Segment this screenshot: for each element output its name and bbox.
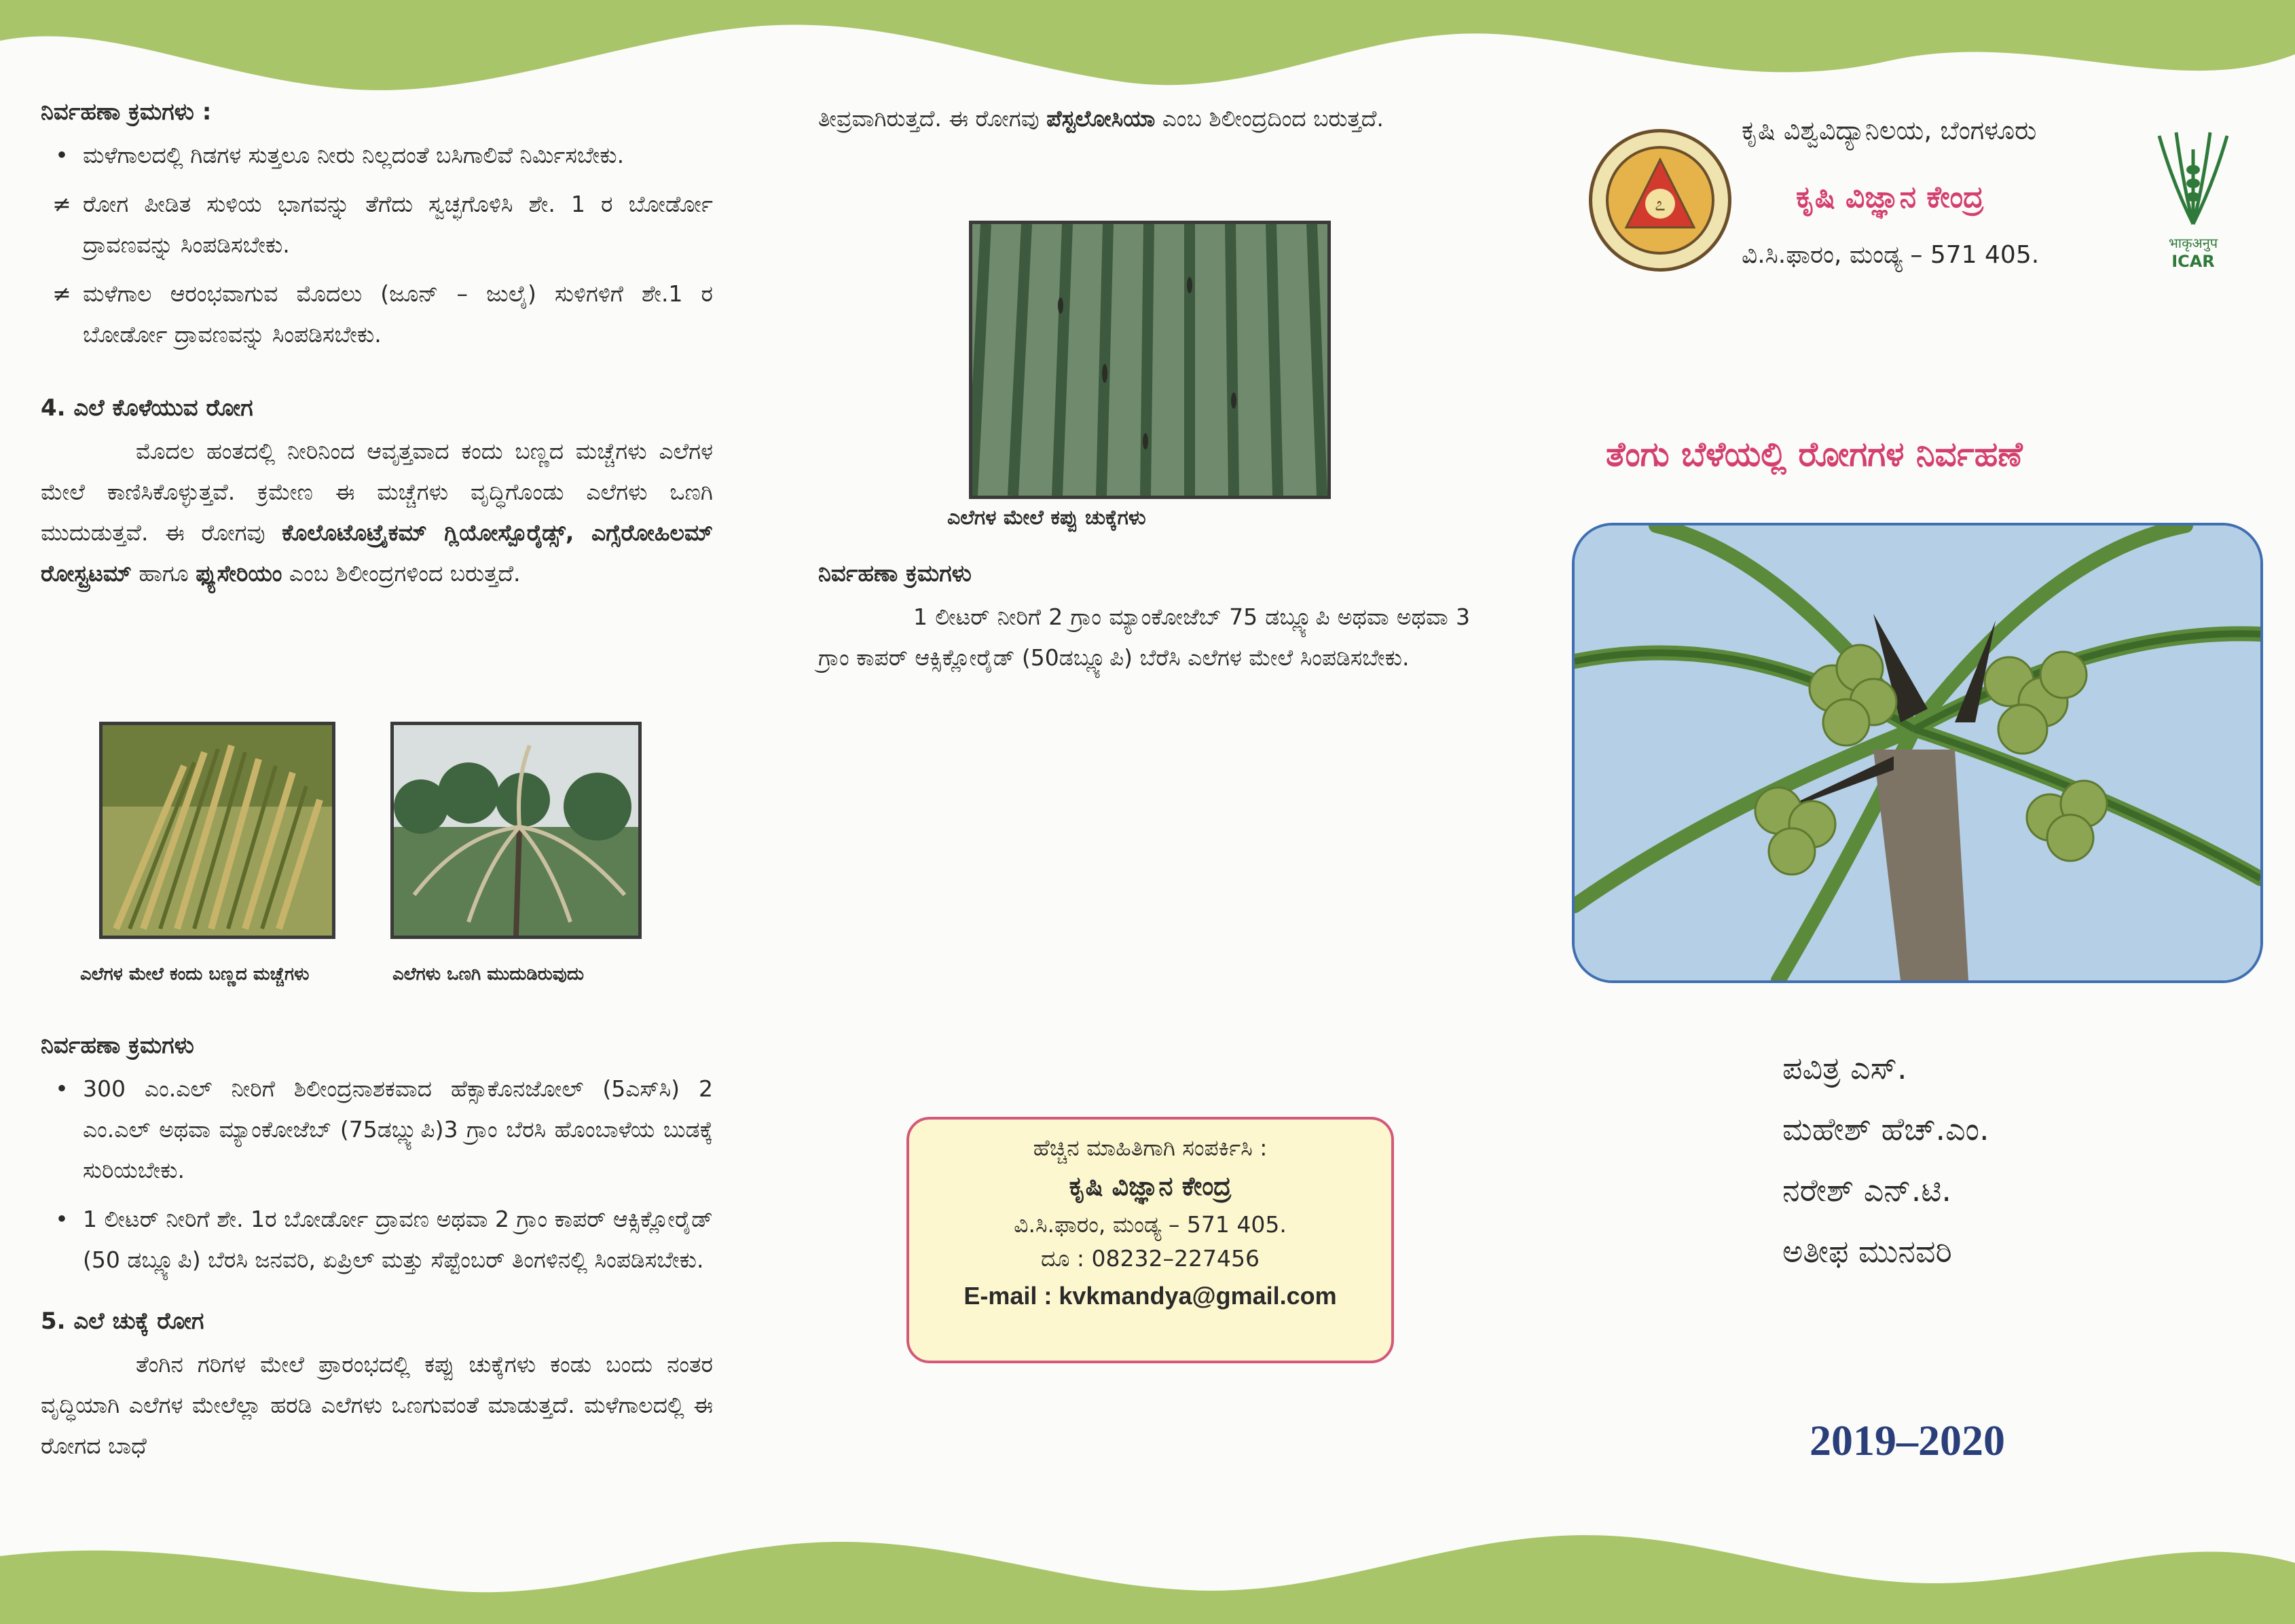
- brochure-title: ತೆಂಗು ಬೆಳೆಯಲ್ಲಿ ರೋಗಗಳ ನಿರ್ವಹಣೆ: [1606, 435, 2023, 474]
- coconut-tree-photo: [1572, 523, 2263, 983]
- kvk-name: ಕೃಷಿ ವಿಜ್ಞಾನ ಕೇಂದ್ರ: [1796, 180, 1984, 215]
- author-name: ಮಹೇಶ್ ಹೆಚ್.ಎಂ.: [1782, 1111, 1989, 1147]
- university-seal-logo: [1589, 129, 1731, 272]
- author-name: ನರೇಶ್ ಎನ್.ಟಿ.: [1782, 1172, 1952, 1208]
- left-column-lower: [41, 1032, 713, 1466]
- list-item: ≠ ರೋಗ ಪೀಡಿತ ಸುಳಿಯ ಭಾಗವನ್ನು ತೆಗೆದು ಸ್ವಚ್ಛಗೊಳಿಸಿ ಶೇ. 1 ರ ಬೋರ್ಡೋ ದ್ರಾವಣವನ್ನು ಸಿಂಪಡಿಸಬೇಕು.: [52, 191, 713, 258]
- middle-photo-caption: ಎಲೆಗಳ ಮೇಲೆ ಕಪ್ಪು ಚುಕ್ಕೆಗಳು: [947, 506, 1146, 530]
- leaf-spots-photo: [99, 722, 335, 939]
- mgmt-heading-2: ನಿರ್ವಹಣಾ ಕ್ರಮಗಳು: [41, 1032, 194, 1059]
- contact-intro: ಹೆಚ್ಚಿನ ಮಾಹಿತಿಗಾಗಿ ಸಂಪರ್ಕಿಸಿ :: [1033, 1134, 1268, 1161]
- section-4-paragraph: ಮೊದಲ ಹಂತದಲ್ಲಿ ನೀರಿನಿಂದ ಆವೃತ್ತವಾದ ಕಂದು ಬಣ್ಣದ ಮಚ್ಚೆಗಳು ಎಲೆಗಳ ಮೇಲೆ ಕಾಣಿಸಿಕೊಳ್ಳುತ್ತವೆ. ಕ್ರಮೇಣ ಈ ಮಚ್ಚೆಗಳು ವೃದ್ಧಿಗೊಂಡು ಎಲೆಗಳು ಒಣಗಿ ಮುದುಡುತ್ತವೆ. ಈ ರೋಗವು ಕೊಲೊಟೊಟ್ರೈಕಮ್ ಗ್ಲಿಯೋಸ್ಪೊರೈಡ್ಸ್, ಎಗ್ಸೆರೋಹಿಲಮ್ ರೋಸ್ಟ್ರಟಮ್ ಹಾಗೂ ಫ್ಯುಸೇರಿಯಂ ಎಂಬ ಶಿಲೀಂದ್ರಗಳಿಂದ ಬರುತ್ತದೆ.: [41, 438, 713, 587]
- list-item: • 1 ಲೀಟರ್ ನೀರಿಗೆ ಶೇ. 1ರ ಬೋರ್ಡೋ ದ್ರಾವಣ ಅಥವಾ 2 ಗ್ರಾಂ ಕಾಪರ್ ಆಕ್ಸಿಕ್ಲೋರೈಡ್ (50 ಡಬ್ಲ್ಯೂಪಿ) ಬೆರಸಿ ಜನವರಿ, ಏಪ್ರಿಲ್ ಮತ್ತು ಸೆಪ್ಟೆಂಬರ್ ತಿಂಗಳಿನಲ್ಲಿ ಸಿಂಪಡಿಸಬೇಕು.: [55, 1206, 713, 1273]
- contact-box: [906, 1117, 1394, 1363]
- list-item: • 300 ಎಂ.ಎಲ್ ನೀರಿಗೆ ಶಿಲೀಂದ್ರನಾಶಕವಾದ ಹೆಕ್ಸಾಕೊನಜೋಲ್ (5ಎಸ್‌ಸಿ) 2 ಎಂ.ಎಲ್ ಅಥವಾ ಮ್ಯಾಂಕೋಜೆಬ್ (75ಡಬ್ಲ್ಯುಪಿ)3 ಗ್ರಾಂ ಬೆರಸಿ ಹೊಂಬಾಳೆಯ ಬುಡಕ್ಕೆ ಸುರಿಯಬೇಕು.: [55, 1075, 713, 1183]
- icar-label: ICAR: [2171, 252, 2215, 271]
- contact-phone: ದೂ : 08232–227456: [1041, 1245, 1260, 1272]
- mgmt-heading-3: ನಿರ್ವಹಣಾ ಕ್ರಮಗಳು: [818, 560, 972, 587]
- mgmt-heading-1: ನಿರ್ವಹಣಾ ಕ್ರಮಗಳು :: [41, 98, 212, 126]
- leaf-black-spots-photo: [969, 221, 1331, 499]
- university-name: ಕೃಷಿ ವಿಶ್ವವಿದ್ಯಾನಿಲಯ, ಬೆಂಗಳೂರು: [1742, 115, 2037, 145]
- bottom-wave-border: [0, 1515, 2295, 1624]
- left-column: [41, 98, 713, 594]
- list-item: • ಮಳೆಗಾಲದಲ್ಲಿ ಗಿಡಗಳ ಸುತ್ತಲೂ ನೀರು ನಿಲ್ಲದಂತೆ ಬಸಿಗಾಲಿವೆ ನಿರ್ಮಿಸಬೇಕು.: [55, 142, 625, 168]
- author-name: ಪವಿತ್ರ ಎಸ್.: [1782, 1050, 1907, 1086]
- svg-text:೭: ೭: [1655, 193, 1666, 215]
- left-photo-caption: ಎಲೆಗಳ ಮೇಲೆ ಕಂದು ಬಣ್ಣದ ಮಚ್ಚೆಗಳು: [80, 964, 310, 984]
- section-5-heading: 5. ಎಲೆ ಚುಕ್ಕೆ ರೋಗ: [41, 1308, 204, 1335]
- section-5-continuation: ತೀವ್ರವಾಗಿರುತ್ತದೆ. ಈ ರೋಗವು ಪೆಸ್ಟಲೋಸಿಯಾ ಎಂಬ ಶಿಲೀಂದ್ರದಿಂದ ಬರುತ್ತದೆ.: [818, 105, 1384, 132]
- contact-email[interactable]: E-mail : kvkmandya@gmail.com: [963, 1282, 1337, 1310]
- author-list: [1782, 1037, 1989, 1282]
- list-item: ≠ ಮಳೆಗಾಲ ಆರಂಭವಾಗುವ ಮೊದಲು (ಜೂನ್ – ಜುಲೈ) ಸುಳಿಗಳಿಗೆ ಶೇ.1 ರ ಬೋರ್ಡೋ ದ್ರಾವಣವನ್ನು ಸಿಂಪಡಿಸಬೇಕು.: [52, 280, 713, 348]
- dried-leaves-photo: [390, 722, 642, 939]
- kvk-address: ವಿ.ಸಿ.ಫಾರಂ, ಮಂಡ್ಯ – 571 405.: [1742, 241, 2040, 269]
- right-photo-caption: ಎಲೆಗಳು ಒಣಗಿ ಮುದುಡಿರುವುದು: [392, 964, 584, 984]
- middle-management: [818, 560, 1470, 678]
- icar-hindi-label: भाकृअनुप: [2168, 235, 2218, 251]
- author-name: ಅತೀಫ ಮುನವರಿ: [1782, 1233, 1952, 1270]
- section-5-paragraph: ತೆಂಗಿನ ಗರಿಗಳ ಮೇಲೆ ಪ್ರಾರಂಭದಲ್ಲಿ ಕಪ್ಪು ಚುಕ್ಕೆಗಳು ಕಂಡು ಬಂದು ನಂತರ ವೃದ್ಧಿಯಾಗಿ ಎಲೆಗಳ ಮೇಲೆಲ್ಲಾ ಹರಡಿ ಎಲೆಗಳು ಒಣಗುವಂತೆ ಮಾಡುತ್ತದೆ. ಮಳೆಗಾಲದಲ್ಲಿ ಈ ರೋಗದ ಬಾಧೆ: [41, 1351, 713, 1459]
- section-4-heading: 4. ಎಲೆ ಕೊಳೆಯುವ ರೋಗ: [41, 394, 253, 422]
- contact-org: ಕೃಷಿ ವಿಜ್ಞಾನ ಕೇಂದ್ರ: [1069, 1171, 1232, 1201]
- publication-year: 2019–2020: [1810, 1416, 2005, 1464]
- middle-management-text: 1 ಲೀಟರ್ ನೀರಿಗೆ 2 ಗ್ರಾಂ ಮ್ಯಾಂಕೋಜೆಬ್ 75 ಡಬ್ಲ್ಯೂಪಿ ಅಥವಾ ಅಥವಾ 3 ಗ್ರಾಂ ಕಾಪರ್ ಆಕ್ಸಿಕ್ಲೋರೈಡ್ (50ಡಬ್ಲ್ಯೂಪಿ) ಬೆರೆಸಿ ಎಲೆಗಳ ಮೇಲೆ ಸಿಂಪಡಿಸಬೇಕು.: [818, 604, 1470, 671]
- contact-address: ವಿ.ಸಿ.ಫಾರಂ, ಮಂಡ್ಯ – 571 405.: [1014, 1211, 1287, 1238]
- icar-logo: [2146, 122, 2241, 272]
- middle-column: [818, 98, 1470, 139]
